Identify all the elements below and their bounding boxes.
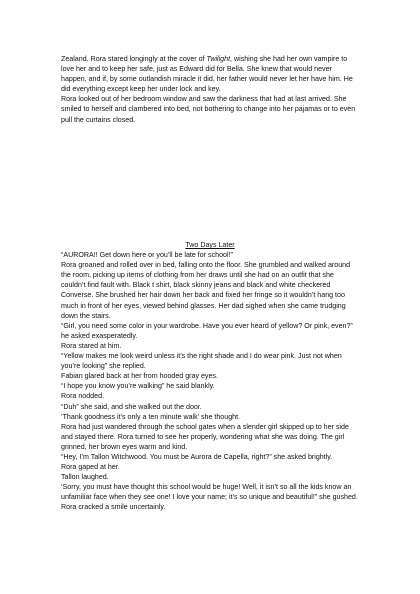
paragraph: ‘Sorry, you must have thought this school would be huge! Well, it isn’t so all the kids know an unfamiliar face when they see one! I love your name; it’s so unique and beautiful!” she gushed. bbox=[61, 483, 358, 502]
chapter-section bbox=[61, 240, 359, 513]
book-title-emphasis: Twilight bbox=[206, 55, 231, 63]
paragraph: Rora groaned and rolled over in bed, falling onto the floor. She grumbled and walked around the room, picking up items of clothing from her draws until she had on an outfit that she couldn’t find fault with. Black t shirt, black skinny jeans and black and white checkered Converse. She brushed her hair down her back and fixed her fringe so it wouldn’t hang too much in front of her eyes, viewed behind glasses. Her dad sighed when she came trudging down the stairs. bbox=[61, 261, 351, 320]
paragraph: “I hope you know you’re walking” he said blankly. bbox=[61, 382, 215, 391]
paragraph: Rora had just wandered through the school gates when a slender girl skipped up to her side and stayed there. Rora turned to see her properly, wondering what she was doing. The girl grinned, her brown eyes warm and kind. bbox=[61, 422, 349, 451]
top-text-section bbox=[61, 54, 359, 125]
paragraph: Tallon laughed. bbox=[61, 473, 109, 482]
paragraph: Rora stared at him. bbox=[61, 341, 122, 350]
paragraph: Rora gaped at her. bbox=[61, 463, 120, 472]
paragraph bbox=[61, 54, 359, 94]
paragraph: Fabian glared back at her from hooded gray eyes. bbox=[61, 372, 218, 381]
paragraph: “AURORA!! Get down here or you’ll be late for school!” bbox=[61, 251, 233, 260]
paragraph: “Hey, I’m Tallon Witchwood. You must be Aurora de Capella, right?” she asked brightly. bbox=[61, 452, 333, 461]
paragraph: “Duh” she said, and she walked out the door. bbox=[61, 402, 202, 411]
paragraph-text: Zealand. Rora stared longingly at the cover of bbox=[61, 55, 207, 63]
chapter-heading: Two Days Later bbox=[185, 241, 235, 249]
paragraph: “Yellow makes me look weird unless it’s the right shade and I do wear pink. Just not when you’re looking” she replied. bbox=[61, 352, 342, 371]
paragraph: Rora nodded. bbox=[61, 392, 104, 401]
paragraph: ‘Thank goodness it’s only a ten minute walk’ she thought. bbox=[61, 412, 241, 421]
paragraph: Rora cracked a smile uncertainly. bbox=[61, 503, 166, 512]
paragraph: Rora looked out of her bedroom window and saw the darkness that had at last arrived. She smiled to herself and clambered into bed, not bothering to change into her pajamas or to even pull the curtains closed. bbox=[61, 95, 356, 124]
paragraph: “Girl, you need some color in your wardrobe. Have you ever heard of yellow? Or pink, even?” he asked exasperatedly. bbox=[61, 321, 353, 340]
paragraph-text: , wishing she had her own vampire to love her and to keep her safe, just as Edward did for Bella. She knew that would never happen, and if, by some outlandish miracle it did, her father would never let her have him. He did everything except keep her under lock and key. bbox=[61, 55, 353, 94]
